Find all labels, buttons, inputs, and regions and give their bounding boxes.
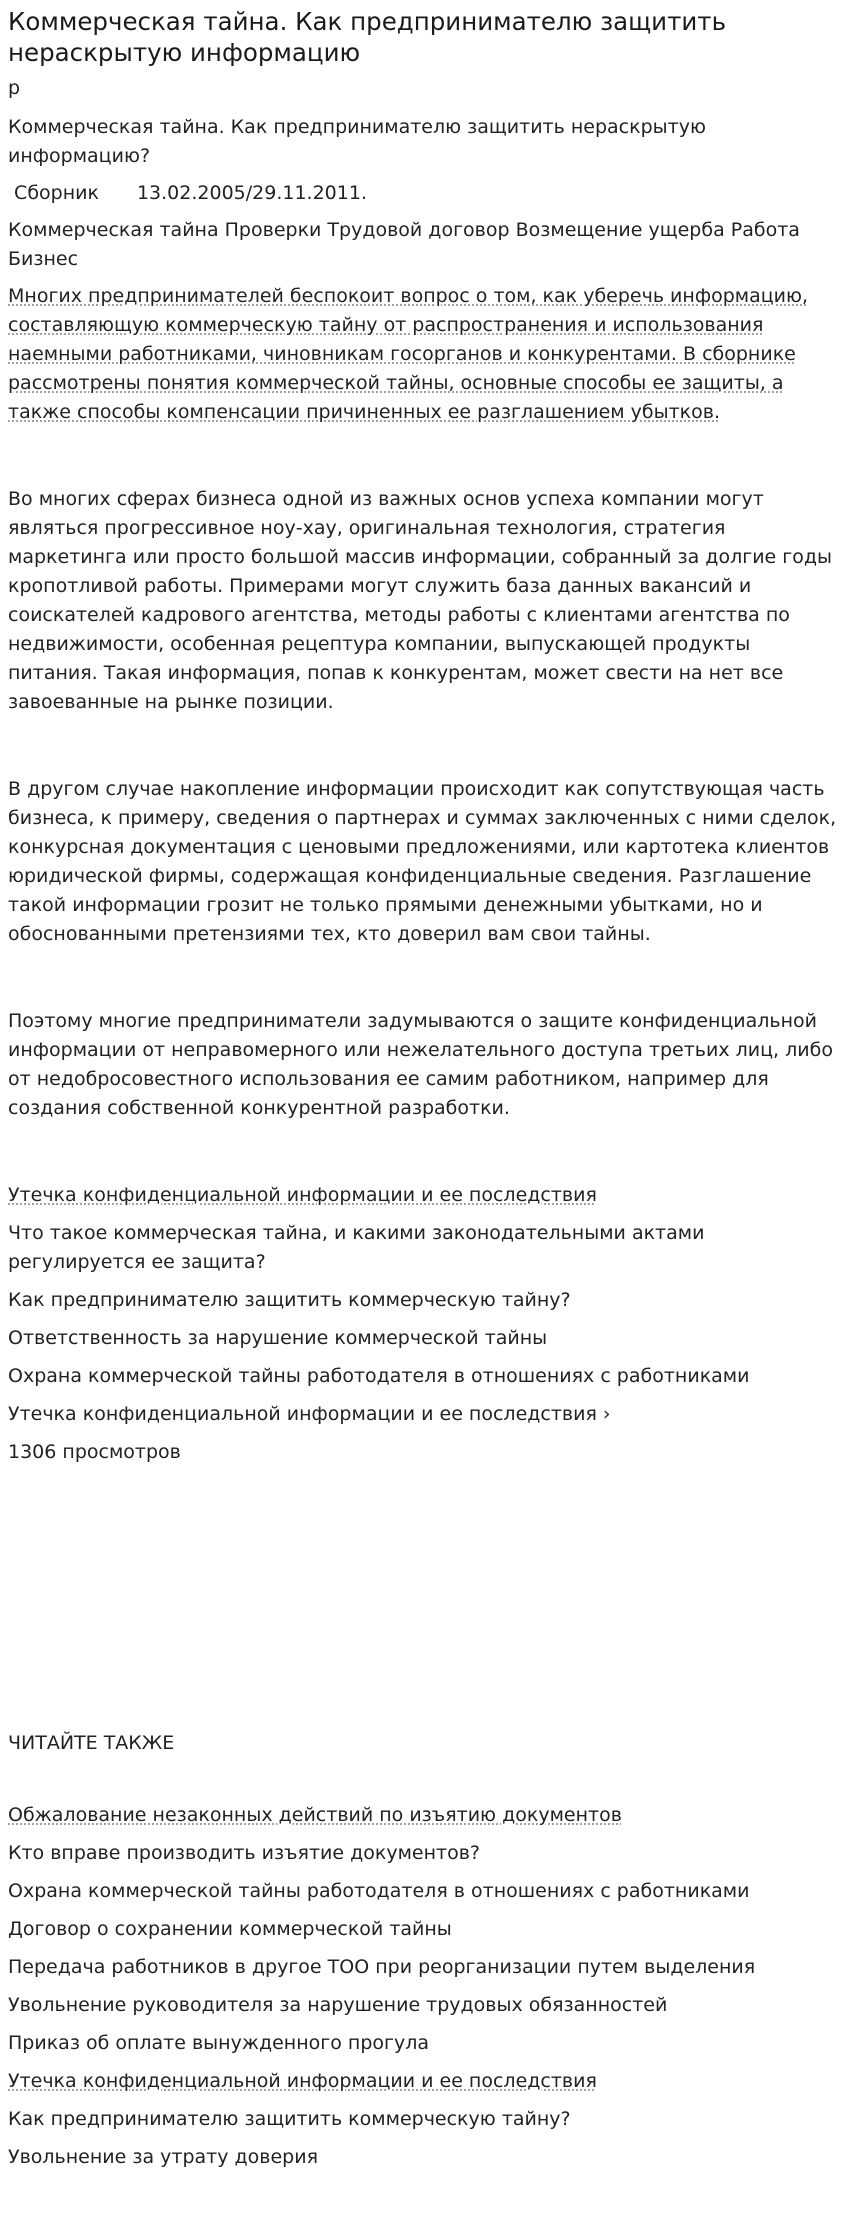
related-link[interactable]: Приказ об оплате вынужденного прогула (8, 2032, 430, 2054)
article-paragraph-intro (8, 282, 839, 427)
article-type: Сборник (14, 182, 99, 204)
toc-link-protection[interactable]: Как предпринимателю защитить коммерческую тайну? (8, 1289, 571, 1311)
related-link[interactable]: Договор о сохранении коммерческой тайны (8, 1918, 452, 1940)
article-subtitle: Коммерческая тайна. Как предпринимателю защитить нераскрытую информацию? (8, 116, 706, 167)
related-link[interactable]: Кто вправе производить изъятие документов? (8, 1842, 480, 1864)
paragraph-mark: p (8, 77, 21, 99)
related-link[interactable]: Обжалование незаконных действий по изъятию документов (8, 1804, 622, 1826)
related-link[interactable]: Охрана коммерческой тайны работодателя в отношениях с работниками (8, 1880, 750, 1902)
table-of-contents (8, 1181, 839, 1429)
article-body (8, 282, 839, 1181)
related-list (8, 1801, 839, 2172)
page-title: Коммерческая тайна. Как предпринимателю защитить нераскрытую информацию (8, 7, 727, 67)
related-link[interactable]: Утечка конфиденциальной информации и ее последствия (8, 2070, 597, 2092)
related-title: ЧИТАЙТЕ ТАКЖЕ (8, 1732, 175, 1754)
article-paragraph: Поэтому многие предприниматели задумываются о защите конфиденциальной информации от неправомерного или нежелательного доступа третьих лиц, либо от недобросовестного использования ее самим работником, например для создания собственной конкурентной разработки. (8, 1010, 833, 1119)
related-link[interactable]: Как предпринимателю защитить коммерческую тайну? (8, 2108, 571, 2130)
related-link[interactable]: Увольнение за утрату доверия (8, 2146, 318, 2168)
intro-text: Многих предпринимателей беспокоит вопрос о том, как уберечь информацию, составляющую коммерческую тайну от распространения и использования наемными работниками, чиновникам госорганов и конкурентами. В сборнике рассмотрены понятия коммерческой тайны, основные способы ее защиты, а также способы компенсации причиненных ее разглашением убытков. (8, 285, 809, 423)
toc-link-liability[interactable]: Ответственность за нарушение коммерческой тайны (8, 1327, 548, 1349)
article-tags: Коммерческая тайна Проверки Трудовой договор Возмещение ущерба Работа Бизнес (8, 219, 800, 270)
toc-link-definition[interactable]: Что такое коммерческая тайна, и какими законодательными актами регулируется ее защита? (8, 1222, 705, 1273)
article-date: 13.02.2005/29.11.2011. (136, 182, 367, 204)
toc-link-employees[interactable]: Охрана коммерческой тайны работодателя в отношениях с работниками (8, 1365, 750, 1387)
related-link[interactable]: Передача работников в другое ТОО при реорганизации путем выделения (8, 1956, 756, 1978)
article-meta (8, 179, 839, 208)
view-count: 1306 просмотров (8, 1441, 181, 1463)
toc-link-leak[interactable]: Утечка конфиденциальной информации и ее последствия (8, 1184, 597, 1206)
article-paragraph: Во многих сферах бизнеса одной из важных основ успеха компании могут являться прогрессивное ноу-хау, оригинальная технология, стратегия маркетинга или просто большой массив информации, собранный за долгие годы кропотливой работы. Примерами могут служить база данных вакансий и соискателей кадрового агентства, методы работы с клиентами агентства по недвижимости, особенная рецептура компании, выпускающей продукты питания. Такая информация, попав к конкурентам, может свести на нет все завоеванные на рынке позиции. (8, 488, 833, 713)
article-paragraph: В другом случае накопление информации происходит как сопутствующая часть бизнеса, к примеру, сведения о партнерах и суммах заключенных с ними сделок, конкурсная документация с ценовыми предложениями, или картотека клиентов юридической фирмы, содержащая конфиденциальные сведения. Разглашение такой информации грозит не только прямыми денежными убытками, но и обоснованными претензиями тех, кто доверил вам свои тайны. (8, 778, 837, 945)
related-link[interactable]: Увольнение руководителя за нарушение трудовых обязанностей (8, 1994, 668, 2016)
toc-link-next[interactable]: Утечка конфиденциальной информации и ее последствия › (8, 1403, 611, 1425)
